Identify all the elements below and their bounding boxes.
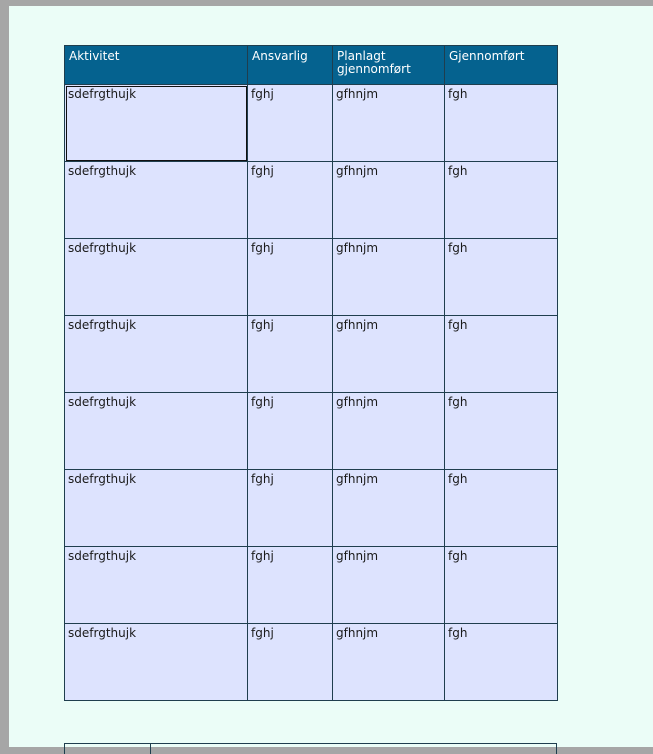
table-row bbox=[65, 85, 558, 162]
cell-aktivitet[interactable]: sdefrgthujk bbox=[65, 624, 248, 701]
table-row bbox=[65, 547, 558, 624]
cell-gjennomfort[interactable]: fgh bbox=[445, 393, 558, 470]
table-row bbox=[65, 316, 558, 393]
cell-ansvarlig[interactable]: fghj bbox=[248, 547, 333, 624]
cell-aktivitet[interactable]: sdefrgthujk bbox=[65, 85, 248, 162]
header-gjennomfort[interactable]: Gjennomført bbox=[445, 46, 558, 85]
table-row bbox=[65, 239, 558, 316]
cell-gjennomfort[interactable]: fgh bbox=[445, 316, 558, 393]
cell-gjennomfort[interactable]: fgh bbox=[445, 470, 558, 547]
cell-planlagt-gjennomfort[interactable]: gfhnjm bbox=[333, 239, 445, 316]
cell-planlagt-gjennomfort[interactable]: gfhnjm bbox=[333, 316, 445, 393]
cell-gjennomfort[interactable]: fgh bbox=[445, 624, 558, 701]
cell-planlagt-gjennomfort[interactable]: gfhnjm bbox=[333, 624, 445, 701]
next-table-border bbox=[64, 744, 65, 754]
next-table-border bbox=[556, 744, 557, 754]
cell-ansvarlig[interactable]: fghj bbox=[248, 470, 333, 547]
cell-ansvarlig[interactable]: fghj bbox=[248, 393, 333, 470]
next-table-divider bbox=[150, 744, 151, 754]
document-page bbox=[9, 6, 653, 747]
cell-ansvarlig[interactable]: fghj bbox=[248, 624, 333, 701]
cell-planlagt-gjennomfort[interactable]: gfhnjm bbox=[333, 470, 445, 547]
header-ansvarlig[interactable]: Ansvarlig bbox=[248, 46, 333, 85]
next-table-top-edge bbox=[64, 743, 557, 754]
cell-gjennomfort[interactable]: fgh bbox=[445, 162, 558, 239]
table-header-row bbox=[65, 46, 558, 85]
table-row bbox=[65, 470, 558, 547]
cell-planlagt-gjennomfort[interactable]: gfhnjm bbox=[333, 162, 445, 239]
cell-ansvarlig[interactable]: fghj bbox=[248, 85, 333, 162]
cell-aktivitet[interactable]: sdefrgthujk bbox=[65, 162, 248, 239]
cell-aktivitet[interactable]: sdefrgthujk bbox=[65, 470, 248, 547]
header-aktivitet[interactable]: Aktivitet bbox=[65, 46, 248, 85]
cell-gjennomfort[interactable]: fgh bbox=[445, 239, 558, 316]
cell-aktivitet[interactable]: sdefrgthujk bbox=[65, 547, 248, 624]
cell-ansvarlig[interactable]: fghj bbox=[248, 239, 333, 316]
cell-ansvarlig[interactable]: fghj bbox=[248, 162, 333, 239]
table-row bbox=[65, 162, 558, 239]
cell-gjennomfort[interactable]: fgh bbox=[445, 547, 558, 624]
cell-planlagt-gjennomfort[interactable]: gfhnjm bbox=[333, 393, 445, 470]
cell-ansvarlig[interactable]: fghj bbox=[248, 316, 333, 393]
cell-gjennomfort[interactable]: fgh bbox=[445, 85, 558, 162]
cell-aktivitet[interactable]: sdefrgthujk bbox=[65, 393, 248, 470]
cell-planlagt-gjennomfort[interactable]: gfhnjm bbox=[333, 85, 445, 162]
table-row bbox=[65, 393, 558, 470]
cell-planlagt-gjennomfort[interactable]: gfhnjm bbox=[333, 547, 445, 624]
cell-aktivitet[interactable]: sdefrgthujk bbox=[65, 316, 248, 393]
table-row bbox=[65, 624, 558, 701]
header-planlagt-gjennomfort[interactable]: Planlagt gjennomført bbox=[333, 46, 445, 85]
cell-aktivitet[interactable]: sdefrgthujk bbox=[65, 239, 248, 316]
activity-table bbox=[64, 45, 558, 701]
